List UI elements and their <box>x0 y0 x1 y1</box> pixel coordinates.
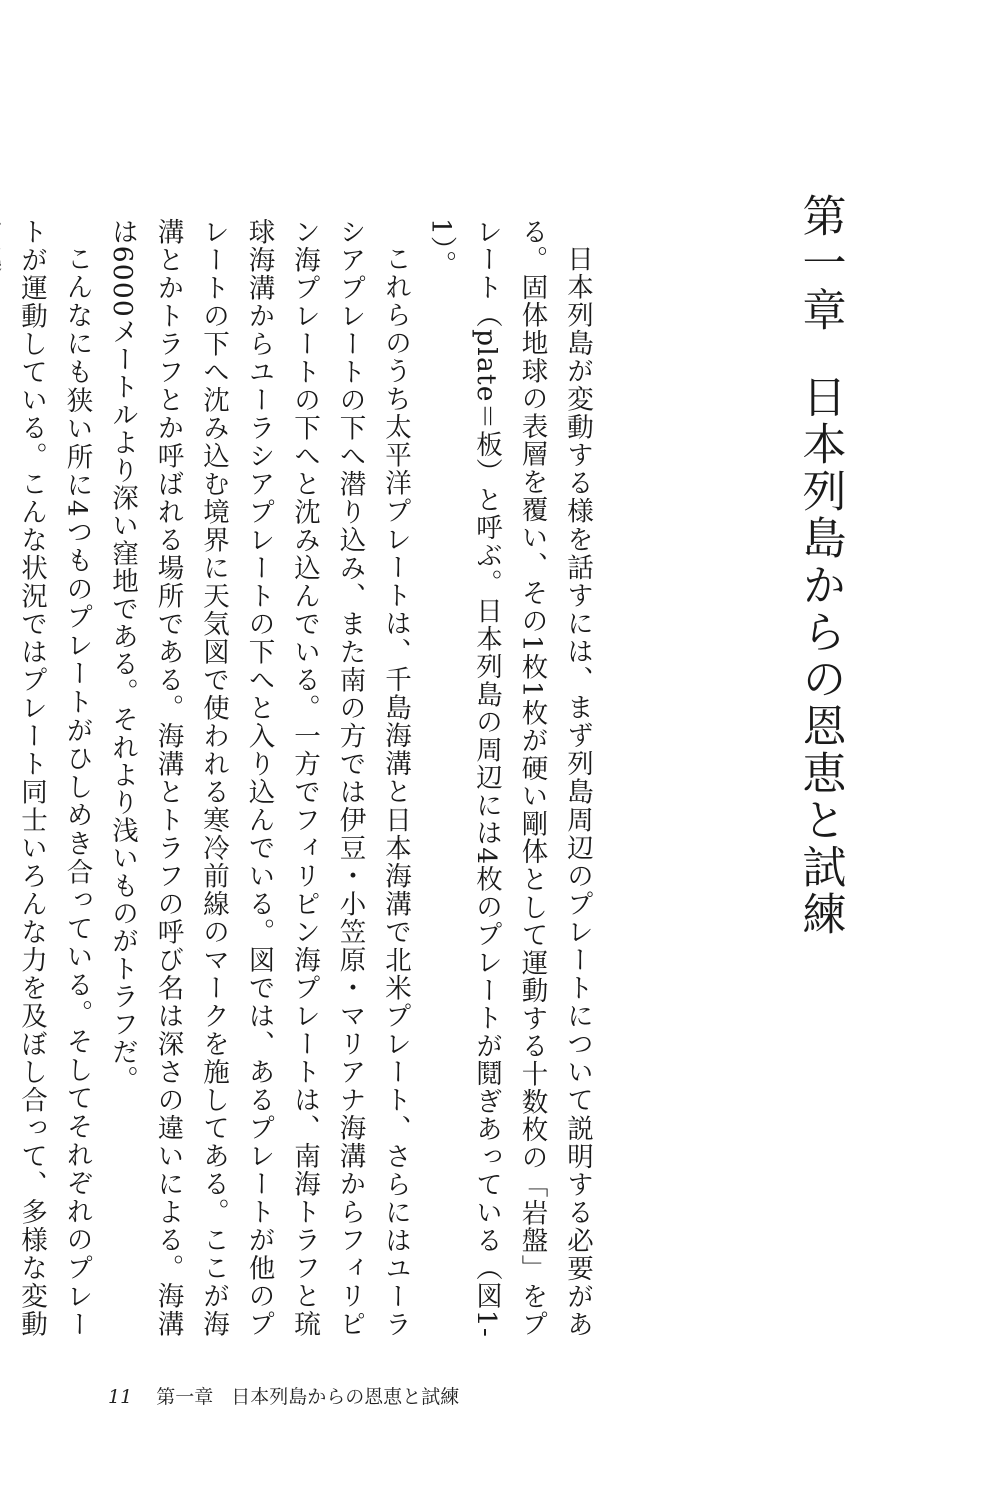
chapter-heading <box>789 193 849 938</box>
running-chapter-title: 日本列島からの恩恵と試練 <box>231 1386 460 1408</box>
paragraph-3: こんなにも狭い所に4つものプレートがひしめき合っている。そしてそれぞれのプレートが運動している。こんな状況ではプレート同士いろんな力を及ぼし合って、多様な変動 <box>16 218 93 1338</box>
paragraph-2: これらのうち太平洋プレートは、千島海溝と日本海溝で北米プレート、さらにはユーラシアプレートの下へ潜り込み、また南の方では伊豆・小笠原・マリアナ海溝からフィリピン海プレートの下へと沈み込んでいる。一方でフィリピン海プレートは、南海トラフと琉球海溝からユーラシアプレートの下へと入り込んでいる。図では、あるプレートが他のプレートの下へ沈み込む境界に天気図で使われる寒冷前線のマークを施してある。ここが海溝とかトラフとか呼ばれる場所である。海溝とトラフの呼び名は深さの違いによる。海溝は6000メートルより深い窪地である。それより浅いものがトラフだ。 <box>107 218 411 1338</box>
page-footer <box>108 1382 459 1409</box>
body-text <box>16 218 600 1338</box>
page-number: 11 <box>108 1386 133 1408</box>
running-chapter-label: 第一章 <box>156 1386 214 1408</box>
chapter-title: 日本列島からの恩恵と試練 <box>794 374 846 938</box>
chapter-label: 第一章 <box>794 193 846 334</box>
paragraph-1: 日本列島が変動する様を話すには、まず列島周辺のプレートについて説明する必要がある。固体地球の表層を覆い、その1枚1枚が硬い剛体として運動する十数枚の「岩盤」をプレート（plate＝板）と呼ぶ。日本列島の周辺には4枚のプレートが鬩ぎあっている（図1-1）。 <box>425 218 593 1338</box>
